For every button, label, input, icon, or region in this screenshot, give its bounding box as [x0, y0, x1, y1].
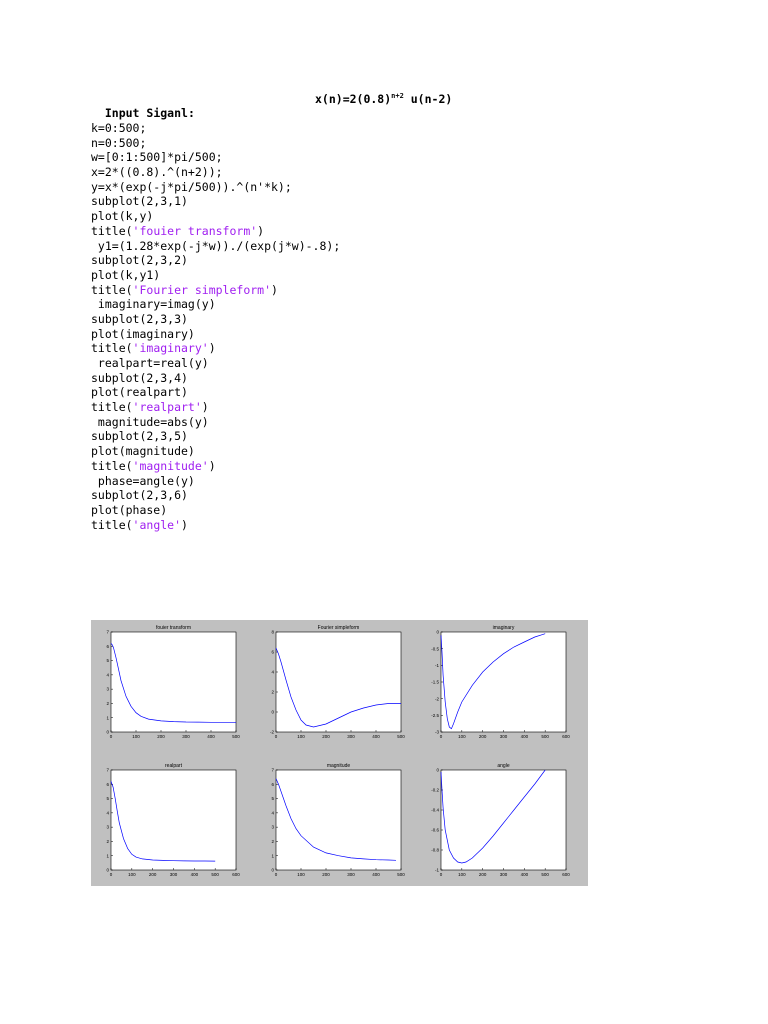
x-tick-label: 100: [297, 872, 305, 877]
code-line: [91, 474, 340, 489]
subplot-6: [431, 763, 570, 877]
code-text: title(: [91, 458, 133, 473]
code-text: subplot(2,3,5): [91, 429, 188, 444]
code-text: ): [201, 400, 209, 415]
code-text: ): [181, 517, 188, 532]
x-tick-label: 300: [169, 872, 178, 877]
subplot-title: imaginary: [492, 625, 515, 631]
code-text: plot(realpart): [91, 385, 188, 400]
y-tick-label: 2: [271, 839, 274, 845]
y-tick-label: 7: [106, 629, 109, 635]
code-line: [91, 194, 340, 209]
x-tick-label: 0: [274, 872, 278, 877]
subplot-5: [271, 763, 405, 877]
y-tick-label: -0.6: [431, 827, 439, 833]
x-tick-label: 400: [372, 734, 380, 739]
axes-box: [441, 770, 566, 870]
code-string: 'realpart': [132, 400, 202, 415]
x-tick-label: 100: [458, 734, 466, 739]
code-line: [91, 459, 340, 474]
code-string: 'Fourier simpleform': [132, 282, 272, 297]
y-tick-label: -1: [434, 867, 439, 873]
code-text: x=2*((0.8).^(n+2));: [91, 165, 223, 180]
x-tick-label: 200: [322, 872, 330, 877]
code-text: realpart=real(y): [91, 356, 209, 370]
x-tick-label: 400: [190, 872, 199, 877]
code-text: y1=(1.28*exp(-j*w))./(exp(j*w)-.8);: [91, 238, 341, 253]
code-line: [91, 371, 340, 386]
code-string: 'imaginary': [132, 341, 209, 356]
subplot-title: realpart: [165, 763, 182, 769]
y-tick-label: -0.5: [431, 646, 439, 652]
y-tick-label: 5: [106, 658, 109, 664]
axes-box: [111, 770, 236, 870]
y-tick-label: -0.2: [431, 787, 439, 793]
code-text: magnitude=abs(y): [91, 414, 209, 429]
x-tick-label: 0: [439, 872, 443, 877]
y-tick-label: 6: [271, 781, 274, 787]
x-tick-label: 400: [372, 872, 380, 877]
x-tick-label: 500: [232, 734, 240, 739]
x-tick-label: 400: [520, 872, 529, 877]
figure-canvas: [91, 620, 588, 886]
x-tick-label: 500: [541, 872, 549, 877]
y-tick-label: 7: [271, 767, 274, 773]
x-tick-label: 600: [562, 872, 570, 877]
x-tick-label: 500: [397, 734, 405, 739]
y-tick-label: -0.4: [431, 807, 439, 813]
code-line: [91, 165, 340, 180]
y-tick-label: 1: [106, 853, 109, 859]
heading-formula: [315, 92, 452, 106]
axes-box: [111, 632, 236, 732]
code-line: [91, 209, 340, 224]
code-text: subplot(2,3,4): [91, 370, 188, 385]
matlab-code-block: [91, 121, 340, 532]
y-tick-label: 0: [271, 709, 274, 715]
code-line: [91, 150, 340, 165]
code-line: [91, 121, 340, 136]
y-tick-label: -3: [434, 729, 439, 735]
y-tick-label: -1: [434, 662, 439, 668]
y-tick-label: 2: [106, 839, 109, 845]
code-text: n=0:500;: [91, 135, 147, 150]
code-text: title(: [91, 223, 133, 238]
y-tick-label: 3: [106, 686, 109, 692]
code-text: title(: [91, 400, 133, 415]
subplot-title: magnitude: [326, 763, 351, 769]
y-tick-label: -0.8: [431, 847, 439, 853]
code-line: [91, 239, 340, 254]
code-text: ): [257, 223, 265, 238]
x-tick-label: 0: [439, 734, 443, 739]
x-tick-label: 0: [274, 734, 278, 739]
x-tick-label: 400: [207, 734, 215, 739]
y-tick-label: 5: [271, 796, 274, 802]
code-text: phase=angle(y): [91, 473, 195, 488]
code-line: [91, 136, 340, 151]
subplot-title: fouier transform: [155, 625, 192, 631]
x-tick-label: 200: [478, 734, 487, 739]
code-text: title(: [91, 282, 133, 297]
x-tick-label: 0: [109, 872, 113, 877]
y-tick-label: 0: [106, 729, 109, 735]
x-tick-label: 300: [182, 734, 190, 739]
code-line: [91, 488, 340, 503]
code-text: subplot(2,3,2): [91, 253, 188, 268]
code-text: plot(phase): [91, 502, 168, 517]
x-tick-label: 500: [541, 734, 549, 739]
x-tick-label: 400: [520, 734, 529, 739]
x-tick-label: 300: [347, 872, 355, 877]
code-line: [91, 297, 340, 312]
x-tick-label: 100: [458, 872, 466, 877]
x-tick-label: 500: [397, 872, 405, 877]
code-line: [91, 312, 340, 327]
x-tick-label: 600: [232, 872, 240, 877]
x-tick-label: 300: [499, 872, 508, 877]
y-tick-label: 0: [436, 767, 439, 773]
y-tick-label: 1: [106, 715, 109, 721]
code-line: [91, 253, 340, 268]
x-tick-label: 100: [297, 734, 305, 739]
x-tick-label: 200: [157, 734, 165, 739]
code-string: 'angle': [132, 517, 182, 532]
code-line: [91, 356, 340, 371]
axes-box: [276, 770, 401, 870]
x-tick-label: 0: [109, 734, 113, 739]
formula-exponent: n+2: [391, 92, 404, 101]
y-tick-label: 5: [106, 796, 109, 802]
y-tick-label: 6: [106, 643, 109, 649]
y-tick-label: -2: [269, 729, 274, 735]
code-text: plot(k,y): [91, 209, 154, 224]
code-text: plot(magnitude): [91, 444, 195, 459]
x-tick-label: 200: [148, 872, 157, 877]
y-tick-label: 4: [106, 672, 109, 678]
subplot-title: Fourier simpleform: [317, 625, 360, 631]
code-text: ): [271, 282, 278, 297]
code-text: plot(imaginary): [91, 326, 195, 341]
x-tick-label: 600: [562, 734, 570, 739]
y-tick-label: 0: [436, 629, 439, 635]
code-text: w=[0:1:500]*pi/500;: [91, 150, 223, 165]
x-tick-label: 100: [128, 872, 136, 877]
code-text: ): [208, 341, 216, 356]
code-text: subplot(2,3,1): [91, 194, 188, 209]
code-line: [91, 444, 340, 459]
axes-box: [276, 632, 401, 732]
y-tick-label: -2: [434, 696, 439, 702]
subplot-4: [106, 763, 240, 877]
y-tick-label: 3: [106, 824, 109, 830]
y-tick-label: 6: [106, 781, 109, 787]
y-tick-label: 4: [271, 810, 274, 816]
y-tick-label: 8: [271, 629, 274, 635]
code-line: [91, 503, 340, 518]
y-tick-label: 4: [106, 810, 109, 816]
code-text: k=0:500;: [91, 121, 147, 135]
subplot-1: [106, 625, 240, 739]
code-line: [91, 327, 340, 342]
matlab-figure: [91, 620, 588, 886]
code-text: title(: [91, 341, 133, 356]
y-tick-label: 1: [271, 853, 274, 859]
code-line: [91, 400, 340, 415]
code-string: 'magnitude': [132, 458, 209, 473]
code-text: plot(k,y1): [91, 267, 161, 282]
y-tick-label: 3: [271, 824, 274, 830]
code-text: imaginary=imag(y): [91, 297, 216, 312]
code-string: 'fouier transform': [132, 223, 258, 238]
code-text: title(: [91, 517, 133, 532]
code-line: [91, 283, 340, 298]
x-tick-label: 300: [347, 734, 355, 739]
code-line: [91, 341, 340, 356]
y-tick-label: -1.5: [431, 679, 439, 685]
x-tick-label: 100: [132, 734, 140, 739]
subplot-3: [431, 625, 570, 739]
code-text: ): [208, 458, 216, 473]
formula-main: x(n)=2(0.8): [315, 92, 392, 106]
code-line: [91, 415, 340, 430]
code-line: [91, 429, 340, 444]
axes-box: [441, 632, 566, 732]
code-line: [91, 224, 340, 239]
y-tick-label: 2: [106, 701, 109, 707]
code-line: [91, 385, 340, 400]
code-line: [91, 268, 340, 283]
x-tick-label: 500: [211, 872, 219, 877]
heading-label: Input Siganl:: [104, 106, 195, 120]
formula-tail: u(n-2): [403, 92, 453, 106]
x-tick-label: 200: [322, 734, 330, 739]
code-text: subplot(2,3,6): [91, 488, 188, 503]
subplot-2: [270, 625, 405, 739]
code-line: [91, 180, 340, 195]
y-tick-label: 7: [106, 767, 109, 773]
y-tick-label: 0: [271, 867, 274, 873]
code-text: subplot(2,3,3): [91, 311, 188, 326]
code-line: [91, 518, 340, 533]
y-tick-label: 0: [106, 867, 109, 873]
y-tick-label: 4: [271, 669, 274, 675]
x-tick-label: 200: [478, 872, 487, 877]
y-tick-label: -2.5: [431, 712, 439, 718]
y-tick-label: 6: [271, 649, 274, 655]
subplot-title: angle: [497, 763, 510, 769]
x-tick-label: 300: [499, 734, 508, 739]
code-text: y=x*(exp(-j*pi/500)).^(n'*k);: [91, 179, 292, 194]
y-tick-label: 2: [271, 689, 274, 695]
